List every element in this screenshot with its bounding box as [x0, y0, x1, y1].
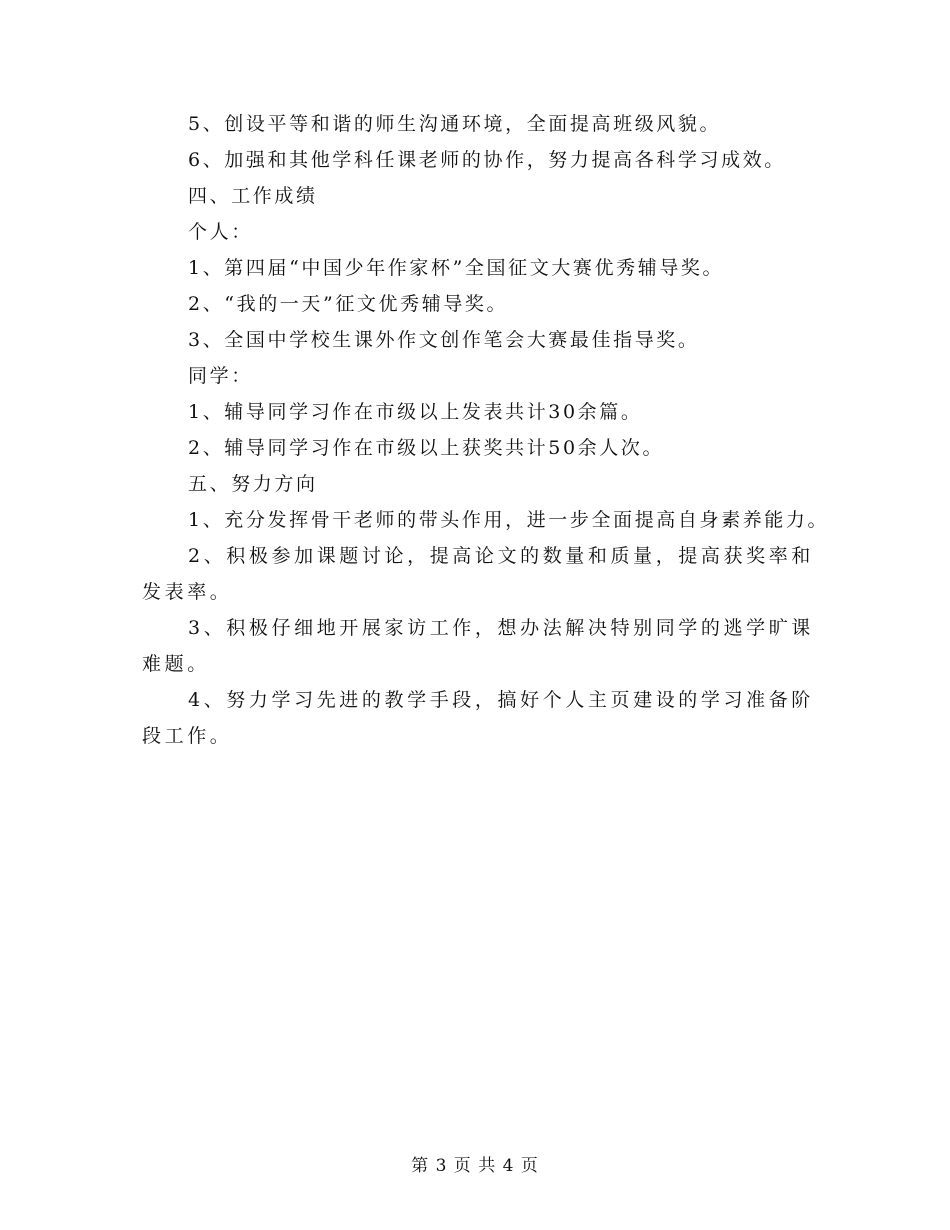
achievement-item-2: 2、“我的一天”征文优秀辅导奖。 — [188, 293, 509, 315]
student-achievement-item-1: 1、辅导同学习作在市级以上发表共计30余篇。 — [188, 401, 643, 423]
direction-item-2: 2、积极参加课题讨论，提高论文的数量和质量，提高获奖率和发表率。 — [142, 545, 814, 603]
student-achievement-item-2: 2、辅导同学习作在市级以上获奖共计50余人次。 — [188, 437, 665, 459]
subheading-personal: 个人： — [188, 221, 253, 243]
direction-item-4: 4、努力学习先进的教学手段，搞好个人主页建设的学习准备阶段工作。 — [142, 689, 814, 747]
document-body — [142, 106, 832, 754]
achievement-item-3: 3、全国中学校生课外作文创作笔会大赛最佳指导奖。 — [188, 329, 700, 351]
achievement-item-1: 1、第四届“中国少年作家杯”全国征文大赛优秀辅导奖。 — [188, 257, 725, 279]
direction-item-3: 3、积极仔细地开展家访工作，想办法解决特别同学的逃学旷课难题。 — [142, 617, 814, 675]
section-heading-future-direction: 五、努力方向 — [188, 473, 318, 495]
page-number-footer: 第 3 页 共 4 页 — [411, 1156, 539, 1176]
paragraph-item-6: 6、加强和其他学科任课老师的协作，努力提高各科学习成效。 — [188, 149, 786, 171]
subheading-students: 同学： — [188, 365, 253, 387]
paragraph-item-5: 5、创设平等和谐的师生沟通环境，全面提高班级风貌。 — [188, 113, 722, 135]
direction-item-1: 1、充分发挥骨干老师的带头作用，进一步全面提高自身素养能力。 — [188, 509, 830, 531]
section-heading-work-achievements: 四、工作成绩 — [188, 185, 318, 207]
